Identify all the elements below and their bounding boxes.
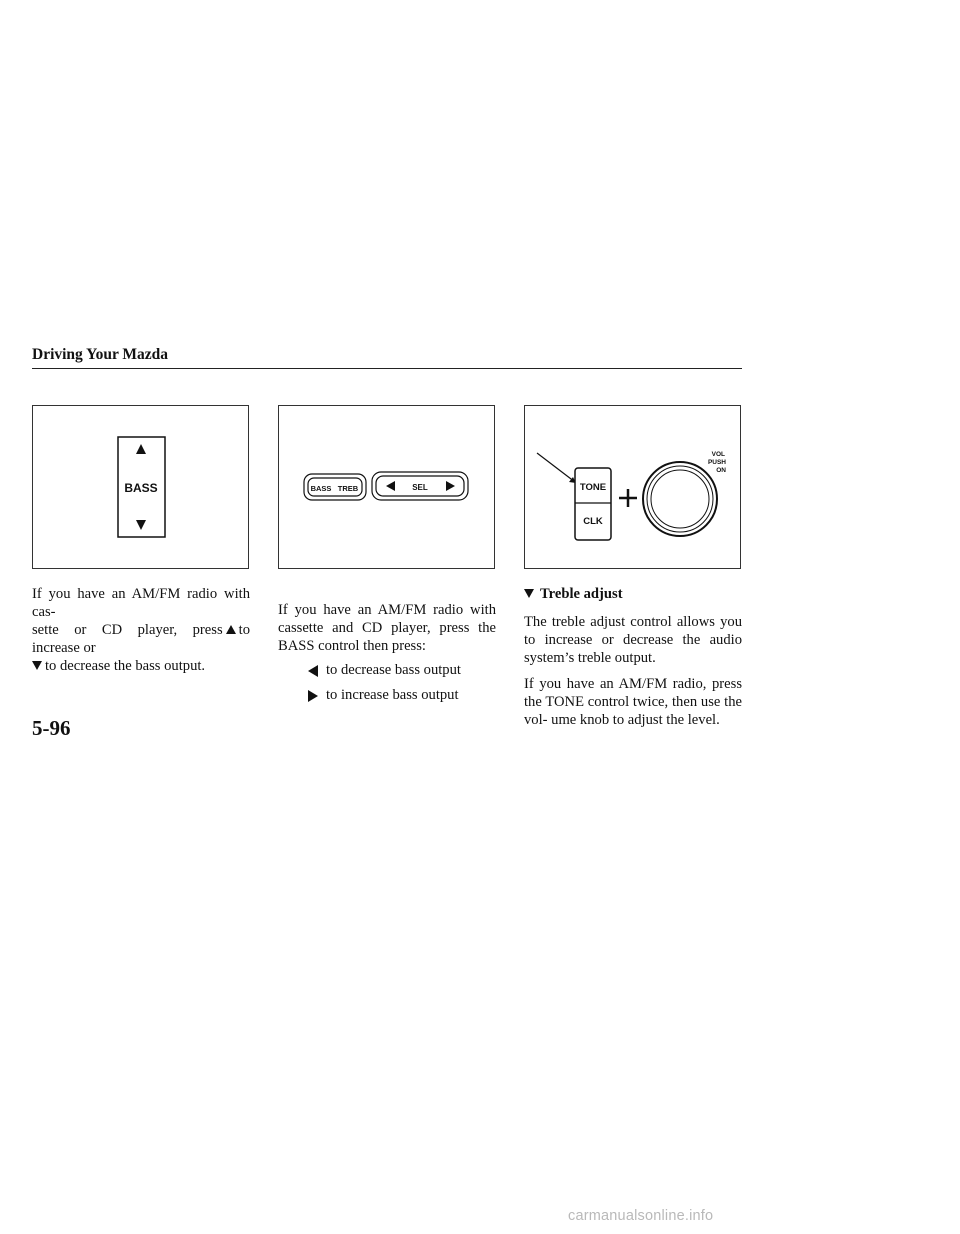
treble-para2: If you have an AM/FM radio, press the TONE control twice, then use the vol- ume knob to adjust the level. bbox=[524, 676, 742, 728]
col2-increase-item bbox=[278, 686, 496, 704]
push-label: PUSH bbox=[707, 459, 726, 466]
up-triangle-icon bbox=[226, 625, 236, 634]
bass-treb-sel-illustration bbox=[279, 406, 494, 568]
left-triangle-icon bbox=[308, 665, 318, 677]
decrease-text: to decrease bass output bbox=[326, 662, 461, 678]
tone-label: TONE bbox=[579, 482, 607, 493]
volume-knob bbox=[643, 462, 717, 536]
col2-decrease-item bbox=[278, 661, 496, 679]
pointer-line bbox=[537, 453, 575, 482]
treb-button-label: TREB bbox=[337, 484, 359, 493]
col1-line1: If you have an AM/FM radio with cas- bbox=[32, 586, 250, 620]
heading-triangle-icon bbox=[524, 589, 534, 598]
treble-heading-text: Treble adjust bbox=[540, 586, 623, 602]
vol-label: VOL bbox=[711, 451, 725, 458]
tone-volume-illustration bbox=[525, 406, 740, 568]
bass-instructions-col2 bbox=[278, 601, 496, 711]
bass-instructions-col1 bbox=[32, 585, 250, 675]
treble-heading bbox=[524, 585, 742, 603]
down-triangle-icon bbox=[32, 661, 42, 670]
page-number: 5-96 bbox=[32, 716, 71, 740]
watermark: carmanualsonline.info bbox=[568, 1208, 714, 1224]
bass-rocker-figure bbox=[32, 405, 249, 569]
right-triangle-icon bbox=[308, 690, 318, 702]
header-rule bbox=[32, 368, 742, 369]
on-label: ON bbox=[716, 467, 726, 474]
sel-button-label: SEL bbox=[412, 483, 428, 492]
col1-line3 bbox=[32, 657, 250, 675]
section-title: Driving Your Mazda bbox=[32, 346, 169, 363]
col1-line2 bbox=[32, 621, 250, 657]
col2-intro: If you have an AM/FM radio with cassette and CD player, press the BASS control then press: bbox=[278, 602, 496, 654]
col1-line3-text: to decrease the bass output. bbox=[45, 658, 206, 674]
bass-button-label: BASS bbox=[310, 484, 332, 493]
increase-text: to increase bass output bbox=[326, 687, 459, 703]
col1-line2b: to increase or bbox=[32, 622, 250, 656]
bass-label: BASS bbox=[124, 481, 158, 495]
tone-volume-figure bbox=[524, 405, 741, 569]
clk-label: CLK bbox=[583, 516, 603, 527]
treble-para1: The treble adjust control allows you to increase or decrease the audio system’s treble output. bbox=[524, 614, 742, 666]
bass-rocker-illustration bbox=[33, 406, 248, 568]
treble-instructions-col3 bbox=[524, 585, 742, 737]
bass-treb-sel-figure bbox=[278, 405, 495, 569]
tone-clk-button bbox=[575, 468, 611, 540]
col1-line2a: sette or CD player, press bbox=[32, 622, 223, 638]
